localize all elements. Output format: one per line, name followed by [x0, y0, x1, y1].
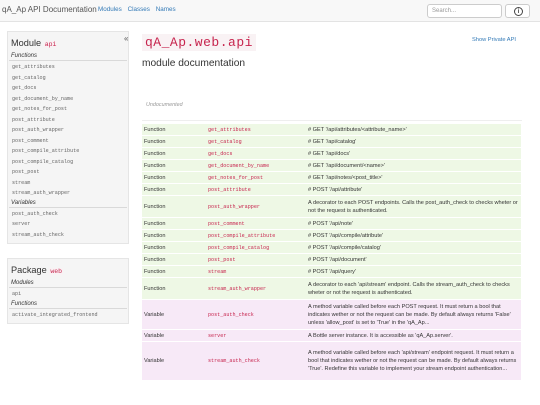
member-kind: Function — [142, 124, 206, 136]
member-row — [142, 172, 521, 184]
sidebar-function-item[interactable]: post_auth_wrapper — [12, 127, 64, 133]
member-description: A Bottle server instance. It is accessible as 'qA_Ap.server'. — [306, 330, 521, 342]
member-description: # GET '/api/notes/<post_title>' — [306, 172, 521, 184]
sidebar-function-item[interactable]: post_compile_catalog — [12, 158, 74, 165]
member-description: # POST '/api/document' — [306, 254, 521, 266]
member-kind: Function — [142, 160, 206, 172]
member-kind: Function — [142, 278, 206, 300]
member-row — [142, 242, 521, 254]
member-name-link[interactable]: post_comment — [206, 218, 306, 230]
member-name-link[interactable]: post_auth_check — [206, 300, 306, 330]
show-private-api-link[interactable]: Show Private API — [472, 37, 516, 43]
sidebar-package-heading: Package — [11, 265, 47, 275]
member-row — [142, 278, 521, 300]
member-kind: Function — [142, 148, 206, 160]
member-name-link[interactable]: get_document_by_name — [206, 160, 306, 172]
member-row — [142, 254, 521, 266]
member-name-link[interactable]: post_compile_attribute — [206, 230, 306, 242]
member-row — [142, 136, 521, 148]
member-name-link[interactable]: post_attribute — [206, 184, 306, 196]
member-row — [142, 342, 521, 380]
top-navbar — [0, 0, 540, 22]
sidebar-pkg-functions-label: Functions — [9, 300, 127, 309]
sidebar-function-item[interactable]: get_document_by_name — [12, 95, 74, 102]
member-description: A decorator to each 'api/stream' endpoint. Calls the stream_auth_check to checks wheter or not the request is authenticated. — [306, 278, 521, 300]
page-title: qA_Ap.web.api — [142, 34, 256, 51]
site-brand-link[interactable]: qA_Ap API Documentation — [2, 5, 97, 14]
member-kind: Function — [142, 172, 206, 184]
search-placeholder: Search... — [432, 8, 457, 14]
sidebar-variable-item[interactable]: stream_auth_check — [12, 231, 64, 238]
sidebar-function-item[interactable]: post_comment — [12, 137, 49, 144]
member-name-link[interactable]: get_attributes — [206, 124, 306, 136]
sidebar-function-item[interactable]: get_catalog — [12, 74, 46, 81]
sidebar-variables-label: Variables — [9, 199, 127, 208]
member-name-link[interactable]: stream_auth_wrapper — [206, 278, 306, 300]
sidebar-function-item[interactable]: get_docs — [12, 85, 37, 91]
member-row — [142, 218, 521, 230]
member-name-link[interactable]: get_catalog — [206, 136, 306, 148]
sidebar — [7, 31, 129, 324]
member-name-link[interactable]: stream_auth_check — [206, 342, 306, 380]
members-table-body — [142, 124, 521, 380]
help-button[interactable] — [505, 4, 530, 18]
member-kind: Function — [142, 242, 206, 254]
member-row — [142, 300, 521, 330]
member-kind: Function — [142, 230, 206, 242]
member-description: A decorator to each POST endpoints. Calls the post_auth_check to checks wheter or not the request is authenticated. — [306, 196, 521, 218]
collapse-sidebar-icon[interactable]: « — [124, 34, 129, 43]
member-description: # GET '/api/catalog' — [306, 136, 521, 148]
sidebar-function-item[interactable]: get_notes_for_post — [12, 106, 68, 112]
divider — [142, 120, 522, 121]
member-description: # POST '/api/attribute' — [306, 184, 521, 196]
sidebar-package-name[interactable]: web — [50, 268, 63, 275]
member-description: # POST '/api/note' — [306, 218, 521, 230]
module-sidebox — [7, 31, 129, 244]
member-row — [142, 196, 521, 218]
member-kind: Variable — [142, 342, 206, 380]
member-kind: Function — [142, 254, 206, 266]
sidebar-package-title — [9, 261, 127, 279]
member-name-link[interactable]: post_auth_wrapper — [206, 196, 306, 218]
nav-link-modules[interactable]: Modules — [98, 6, 122, 13]
member-description: # GET '/api/document/<name>' — [306, 160, 521, 172]
undocumented-note: Undocumented — [146, 102, 183, 108]
member-kind: Function — [142, 136, 206, 148]
member-description: A method variable called before each POST request. It must return a bool that indicates wether or not the request can be made. By default always returns 'False' unless 'allow_post' is set to 'True' in the 'qA_Ap... — [306, 300, 521, 330]
member-description: A method variable called before each 'api/stream' endpoint request. It must return a bool that indicates wether or not the request can be made. By default always returns 'True'. Redefine this variable to implement your stream endpoint authentication... — [306, 342, 521, 380]
sidebar-variable-list — [9, 209, 127, 241]
sidebar-module-item[interactable]: api — [12, 291, 22, 297]
member-description: # GET '/api/attributes/<attribute_name>' — [306, 124, 521, 136]
sidebar-function-item[interactable]: post_compile_attribute — [12, 148, 80, 154]
sidebar-function-item[interactable]: stream — [12, 179, 31, 186]
nav-link-classes[interactable]: Classes — [127, 6, 150, 13]
sidebar-module-heading: Module — [11, 38, 42, 48]
member-name-link[interactable]: stream — [206, 266, 306, 278]
nav-links — [98, 6, 180, 13]
member-name-link[interactable]: get_notes_for_post — [206, 172, 306, 184]
member-name-link[interactable]: post_compile_catalog — [206, 242, 306, 254]
page-subtitle: module documentation — [142, 58, 246, 69]
sidebar-module-list — [9, 289, 127, 300]
nav-link-names[interactable]: Names — [155, 6, 176, 13]
sidebar-function-item[interactable]: post_attribute — [12, 116, 55, 123]
sidebar-pkg-function-list — [9, 310, 127, 321]
member-kind: Function — [142, 184, 206, 196]
member-row — [142, 160, 521, 172]
info-circle-icon: i — [514, 7, 523, 16]
sidebar-function-item[interactable]: get_attributes — [12, 64, 55, 70]
sidebar-function-item[interactable]: post_post — [12, 169, 40, 175]
member-kind: Function — [142, 196, 206, 218]
sidebar-function-list — [9, 62, 127, 199]
member-description: # POST '/api/query' — [306, 266, 521, 278]
member-row — [142, 330, 521, 342]
sidebar-module-title — [9, 34, 127, 52]
member-name-link[interactable]: get_docs — [206, 148, 306, 160]
member-kind: Function — [142, 218, 206, 230]
member-row — [142, 266, 521, 278]
sidebar-variable-item[interactable]: server — [12, 221, 31, 227]
members-table — [142, 123, 521, 380]
member-kind: Variable — [142, 300, 206, 330]
member-kind: Function — [142, 266, 206, 278]
member-description: # POST '/api/compile/attribute' — [306, 230, 521, 242]
member-kind: Variable — [142, 330, 206, 342]
sidebar-modules-label: Modules — [9, 279, 127, 288]
member-description: # POST '/api/compile/catalog' — [306, 242, 521, 254]
sidebar-variable-item[interactable]: post_auth_check — [12, 210, 58, 217]
sidebar-functions-label: Functions — [9, 52, 127, 61]
member-description: # GET '/api/docs' — [306, 148, 521, 160]
member-row — [142, 124, 521, 136]
member-row — [142, 230, 521, 242]
member-name-link[interactable]: post_post — [206, 254, 306, 266]
member-name-link[interactable]: server — [206, 330, 306, 342]
search-input[interactable] — [427, 4, 502, 18]
sidebar-function-item[interactable]: stream_auth_wrapper — [12, 190, 71, 196]
package-sidebox — [7, 258, 129, 324]
member-row — [142, 148, 521, 160]
member-row — [142, 184, 521, 196]
sidebar-pkg-function-item[interactable]: activate_integrated_frontend — [12, 311, 98, 318]
sidebar-module-name[interactable]: api — [44, 41, 57, 48]
